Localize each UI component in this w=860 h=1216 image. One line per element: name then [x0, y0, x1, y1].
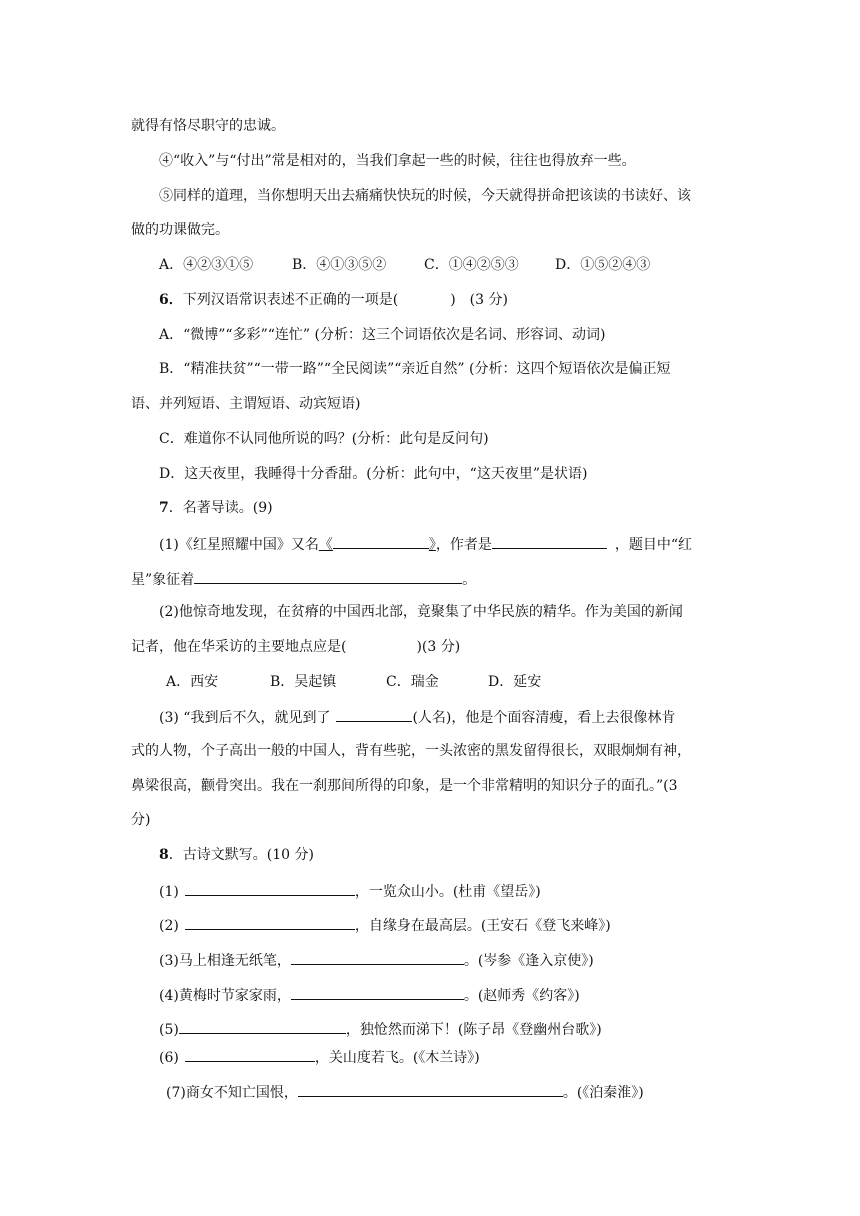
q8-blank-2[interactable]	[185, 914, 355, 930]
q8-item-3: (3)马上相逢无纸笔， 。(岑参《逢入京使》)	[159, 949, 594, 971]
q7-sub1-cont: 星”象征着 。	[131, 568, 476, 590]
q7-option-c: C．瑞金	[386, 674, 439, 690]
q8-number: 8	[159, 847, 169, 863]
q5-option-c: C．①④②⑤③	[424, 257, 519, 273]
q7-sub2: (2)他惊奇地发现，在贫瘠的中国西北部，竟聚集了中华民族的精华。作为美国的新闻	[159, 604, 683, 620]
q7-number: 7	[159, 500, 169, 516]
q7-alt-title-blank[interactable]	[333, 533, 429, 549]
passage-sentence-5: ⑤同样的道理，当你想明天出去痛痛快快玩的时候，今天就得拼命把该读的书读好、该	[159, 188, 691, 204]
q7-option-d: D．延安	[488, 674, 542, 690]
q7-option-a: A．西安	[166, 674, 219, 690]
q8-blank-4[interactable]	[291, 984, 464, 1000]
q7-symbol-blank[interactable]	[194, 568, 462, 584]
q6-option-c: C．难道你不认同他所说的吗？(分析：此句是反问句)	[159, 431, 489, 447]
q8-item-6: (6) ，关山度若飞。(《木兰诗》)	[159, 1046, 480, 1068]
q8-blank-5[interactable]	[179, 1018, 346, 1034]
q6-option-a: A．“微博”“多彩”“连忙” (分析：这三个词语依次是名词、形容词、动词)	[159, 327, 606, 343]
q6-stem: 6．下列汉语常识表述不正确的一项是( ) (3 分)	[159, 292, 508, 308]
q6-option-d: D．这天夜里，我睡得十分香甜。(分析：此句中，“这天夜里”是状语)	[159, 466, 588, 482]
q7-option-b: B．吴起镇	[270, 674, 337, 690]
q7-options	[166, 672, 541, 692]
q8-blank-3[interactable]	[291, 949, 464, 965]
q8-item-5: (5) ，独怆然而涕下！(陈子昂《登幽州台歌》)	[159, 1018, 602, 1040]
q7-sub3-line2: 式的人物，个子高出一般的中国人，背有些驼，一头浓密的黑发留得很长，双眼炯炯有神，	[131, 743, 691, 759]
q8-item-7: (7)商女不知亡国恨， 。(《泊秦淮》)	[166, 1081, 644, 1103]
q7-sub1: (1)《红星照耀中国》又名《 》，作者是 ，题目中“红	[159, 533, 692, 555]
q6-option-b: B．“精准扶贫”“一带一路”“全民阅读”“亲近自然” (分析：这四个短语依次是偏正短	[159, 361, 671, 377]
q6-number: 6．	[159, 292, 183, 308]
q5-option-a: A．④②③①⑤	[159, 257, 254, 273]
passage-line-4: 做的功课做完。	[131, 222, 229, 238]
q7-sub3-line3: 鼻梁很高，颧骨突出。我在一刹那间所得的印象，是一个非常精明的知识分子的面孔。”(3	[131, 778, 678, 794]
q8-item-4: (4)黄梅时节家家雨， 。(赵师秀《约客》)	[159, 984, 580, 1006]
q7-title: 7．名著导读。(9)	[159, 500, 273, 516]
q8-title: 8．古诗文默写。(10 分)	[159, 847, 314, 863]
q7-sub3-line4: 分)	[131, 812, 151, 828]
passage-line-1: 就得有恪尽职守的忠诚。	[131, 118, 285, 134]
q8-item-2: (2) ，自缘身在最高层。(王安石《登飞来峰》)	[159, 914, 611, 936]
q7-person-blank[interactable]	[336, 706, 412, 722]
q5-option-d: D．①⑤②④③	[555, 257, 651, 273]
q8-blank-6[interactable]	[185, 1046, 315, 1062]
q6-option-b-cont: 语、并列短语、主谓短语、动宾短语)	[131, 396, 361, 412]
q7-sub3: (3) “我到后不久，就见到了 (人名)，他是个面容清瘦，看上去很像林肯	[159, 706, 675, 728]
q5-option-b: B．④①③⑤②	[292, 257, 387, 273]
q8-blank-1[interactable]	[185, 880, 355, 896]
q8-item-1: (1) ，一览众山小。(杜甫《望岳》)	[159, 880, 541, 902]
q5-options	[159, 255, 650, 275]
q8-blank-7[interactable]	[298, 1081, 563, 1097]
q7-author-blank[interactable]	[492, 533, 607, 549]
q7-sub2-cont: 记者，他在华采访的主要地点应是( )(3 分)	[131, 639, 461, 655]
passage-sentence-4: ④“收入”与“付出”常是相对的，当我们拿起一些的时候，往往也得放弃一些。	[159, 153, 636, 169]
